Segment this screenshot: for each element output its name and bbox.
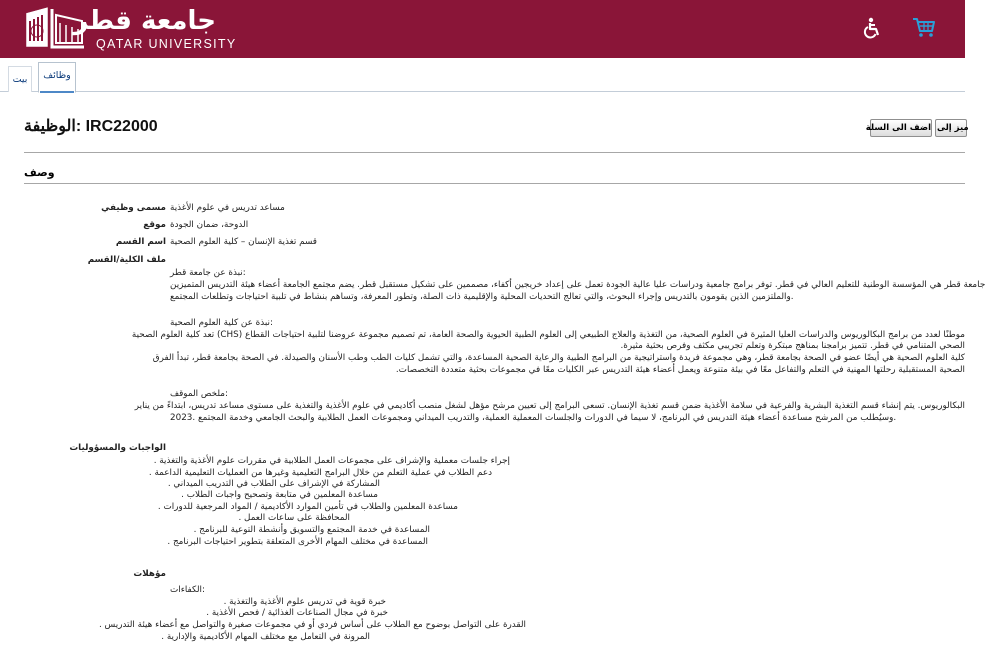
- divider: [24, 183, 965, 184]
- tab-jobs[interactable]: وظائف: [38, 62, 76, 93]
- field-label-location: موقع: [143, 220, 166, 230]
- profile-line: ملخص الموقف:: [170, 389, 228, 399]
- list-item: القدرة على التواصل بوضوح مع الطلاب على أساس فردي أو في مجموعات صغيرة والتواصل مع أعضاء هيئة التدريس .: [98, 620, 526, 630]
- field-label-duties: الواجبات والمسؤوليات: [69, 443, 166, 453]
- cart-icon[interactable]: [912, 17, 936, 39]
- field-value-location: الدوحة، ضمان الجودة: [170, 220, 249, 230]
- header-bar: [0, 0, 965, 58]
- list-item: مساعدة المعلمين في متابعة وتصحيح واجبات الطلاب .: [181, 490, 378, 500]
- profile-line: البكالوريوس. يتم إنشاء قسم التغذية البشرية والفرعية في سلامة الأغذية ضمن قسم تغذية الإنسان. تسعى البرامج إلى تعيين مرشح مؤهل لشغل منصب أكاديمي في علوم الأغذية والتغذية على مستوى مساعد تدريس، ابتداءً من يناير: [134, 401, 965, 411]
- add-to-cart-button[interactable]: اضف الى السلة: [870, 119, 932, 137]
- divider: [24, 152, 965, 153]
- field-label-job-title: مسمى وظيفي: [101, 203, 166, 213]
- field-label-profile: ملف الكلية/القسم: [87, 255, 166, 265]
- list-item: خبرة قوية في تدريس علوم الأغذية والتغذية .: [223, 597, 386, 607]
- section-title-description: وصف: [24, 166, 55, 179]
- profile-line: كلية العلوم الصحية هي أيضًا عضو في الصحة بجامعة قطر، وهي مجموعة فريدة واستراتيجية من البرامج الطبية والرعاية الصحية المساعدة، والتي تشمل كليات الطب وطب الأسنان والصيدلة. في الصحة بجامعة قطر، تبدأ الفرق: [152, 353, 965, 363]
- logo-arabic-text: جامعة قطر: [73, 6, 216, 36]
- apply-button[interactable]: ميز إلى: [935, 119, 967, 137]
- field-label-qualifications: مؤهلات: [133, 569, 166, 579]
- list-item: المرونة في التعامل مع مختلف المهام الأكاديمية والإدارية .: [161, 632, 370, 642]
- list-item: المساعدة في مختلف المهام الأخرى المتعلقة بتطوير احتياجات البرنامج .: [167, 537, 428, 547]
- field-label-department: اسم القسم: [115, 237, 166, 247]
- profile-line: الصحية المستقبلية رحلتها المهنية في التعلم والتفاعل معًا في بيئة متنوعة ويعمل أعضاء هيئة التدريس عبر الكليات معًا في مجموعات بحثية متعددة التخصصات.: [395, 365, 965, 375]
- list-item: المحافظة على ساعات العمل .: [238, 513, 350, 523]
- profile-line: الصحي المتنامي في قطر. تتميز برامجنا بمناهج مبتكرة وتعلم تجريبي مكثف وفرص بحثية مثيرة.: [620, 341, 965, 351]
- list-item: الكفاءات:: [170, 585, 205, 595]
- list-item: دعم الطلاب في عملية التعلم من خلال البرامج التعليمية وغيرها من العمليات التعليمية الداعمة .: [148, 468, 492, 478]
- profile-line: نبذة عن جامعة قطر:: [170, 268, 246, 278]
- field-value-job-title: مساعد تدريس في علوم الأغذية: [170, 203, 285, 213]
- list-item: مساعدة المعلمين والطلاب في تأمين الموارد الأكاديمية / المواد المرجعية للدورات .: [157, 502, 458, 512]
- tab-home[interactable]: بيت: [8, 66, 32, 92]
- profile-line: 2023. وسيُطلب من المرشح مساعدة أعضاء هيئة التدريس في البرنامج، لا سيما في الدورات والجلسات المعملية العملية، والتدريب الميداني ومجموعات العمل الطلابية والبحث الجامعي وخدمة المجتمع.: [170, 413, 897, 423]
- list-item: المشاركة في الإشراف على الطلاب في التدريب الميداني .: [167, 479, 380, 489]
- list-item: إجراء جلسات معملية والإشراف على مجموعات العمل الطلابية في مقررات علوم الأغذية والتغذية .: [153, 456, 510, 466]
- profile-line: نبذة عن كلية العلوم الصحية:: [170, 318, 273, 328]
- tab-strip: [0, 58, 965, 92]
- logo-english-text: QATAR UNIVERSITY: [96, 37, 237, 51]
- list-item: المساعدة في خدمة المجتمع والتسويق وأنشطة التوعية للبرنامج .: [193, 525, 430, 535]
- accessibility-icon[interactable]: [862, 17, 884, 39]
- list-item: خبرة في مجال الصناعات الغذائية / فحص الأغذية .: [206, 608, 388, 618]
- page-title: الوظيفة: IRC22000: [24, 118, 158, 135]
- profile-line: جامعة قطر هي المؤسسة الوطنية للتعليم العالي في قطر. توفر برامج جامعية ودراسات عليا عالية الجودة تعمل على إعداد خريجين أكفاء، مصممين على تشكيل مستقبل قطر. يضم مجتمع الجامعة أعضاء هيئة التدريس المتميزين: [170, 280, 985, 290]
- profile-line: والملتزمين الذين يقومون بالتدريس وإجراء البحوث، والتي تعالج التحديات المحلية والإقليمية ذات الصلة، وتطور المعرفة، وتساهم بنشاط في تلبية احتياجات وتطلعات المجتمع.: [170, 292, 794, 302]
- profile-line: موطنًا لعدد من برامج البكالوريوس والدراسات العليا المثيرة في العلوم الصحية، من التغذية والعلاج الطبيعي إلى العلوم الطبية الحيوية والصحة العامة، تم تصميم مجموعة عروضنا لتلبية احتياجات القطاع (CHS) تعد كلية العلوم الصحية: [131, 330, 965, 340]
- field-value-department: قسم تغذية الإنسان – كلية العلوم الصحية: [170, 237, 317, 247]
